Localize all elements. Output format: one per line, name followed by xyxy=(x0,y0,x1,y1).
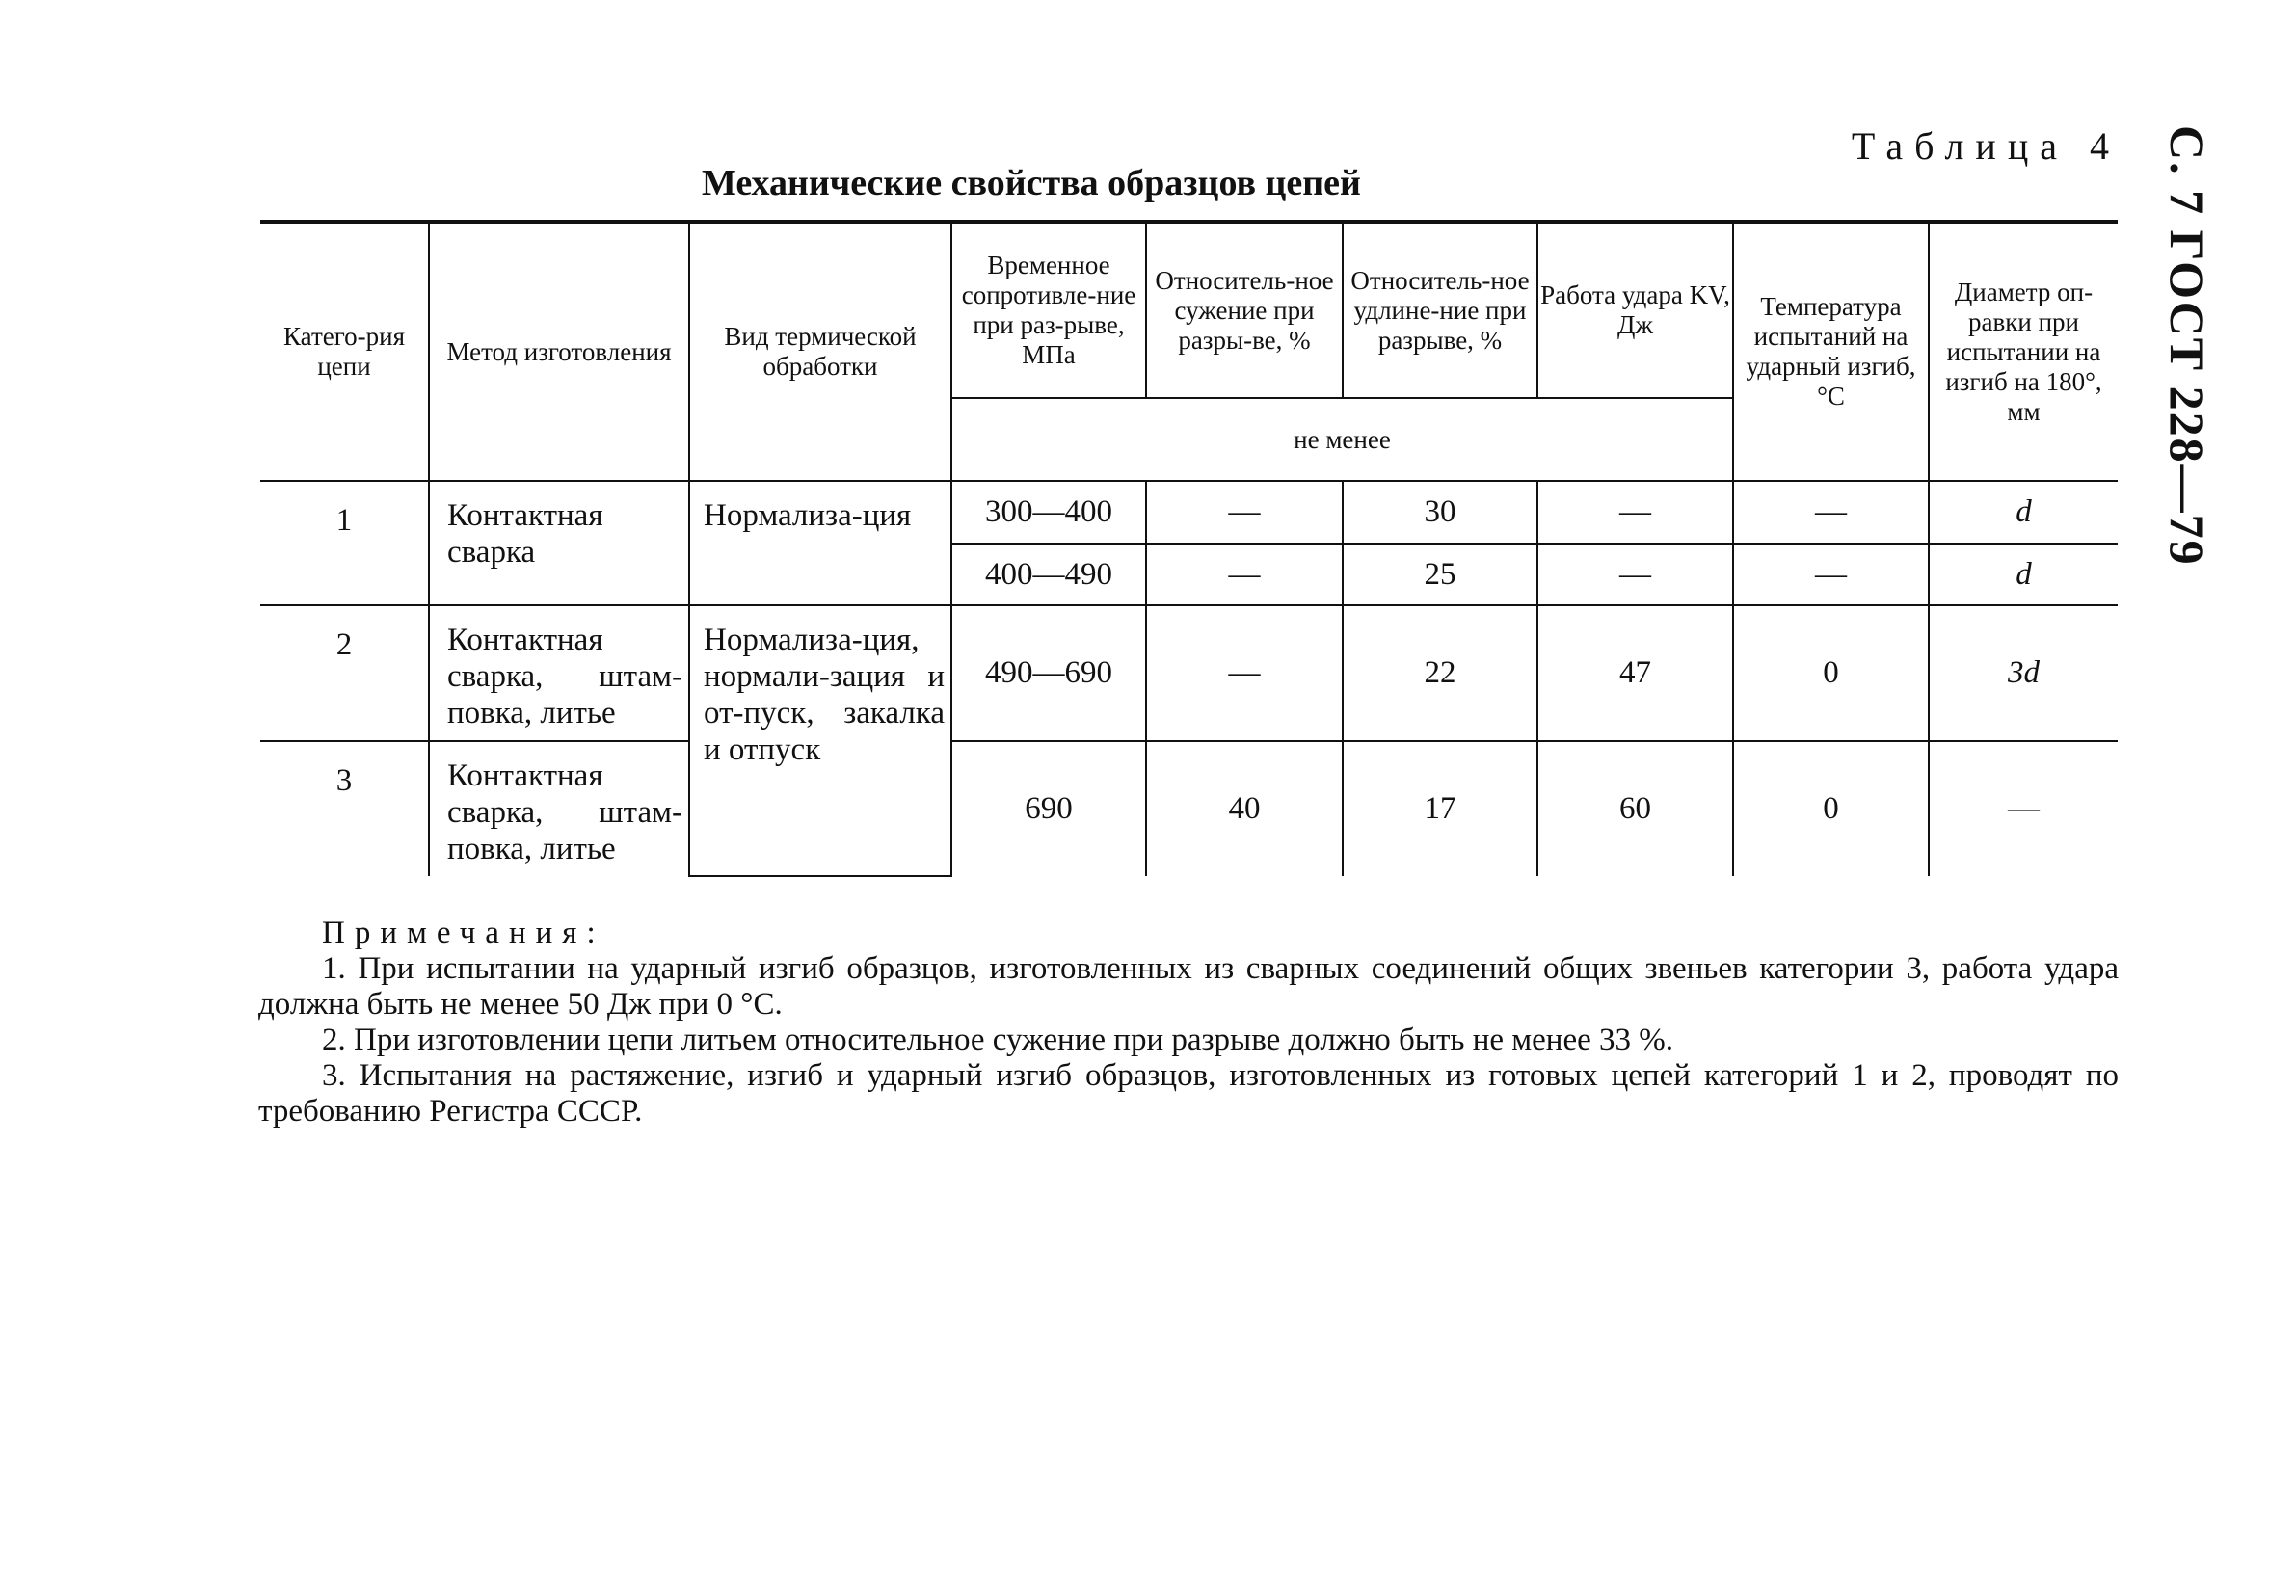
table-row xyxy=(260,605,2118,741)
header-method: Метод изготовления xyxy=(429,222,689,481)
elongation-cell: 17 xyxy=(1343,741,1537,876)
temperature-cell: — xyxy=(1733,544,1929,605)
tensile-cell: 300—400 xyxy=(951,481,1146,544)
temperature-cell: 0 xyxy=(1733,741,1929,876)
notes-title: Примечания: xyxy=(322,916,605,950)
category-cell: 3 xyxy=(260,741,429,876)
temperature-cell: — xyxy=(1733,481,1929,544)
header-mandrel: Диаметр оп-равки при испытании на изгиб на 180°, мм xyxy=(1929,222,2118,481)
header-category: Катего-рия цепи xyxy=(260,222,429,481)
header-min-note: не менее xyxy=(951,398,1733,481)
elongation-cell: 22 xyxy=(1343,605,1537,741)
table-label: Таблица 4 xyxy=(1851,124,2121,168)
treatment-cell: Нормализа-ция, нормали-зация и от-пуск, закалка и отпуск xyxy=(689,605,951,876)
category-cell: 2 xyxy=(260,605,429,741)
header-treatment: Вид термической обработки xyxy=(689,222,951,481)
impact-cell: — xyxy=(1537,544,1733,605)
header-reduction: Относитель-ное сужение при разры-ве, % xyxy=(1146,222,1343,398)
treatment-cell: Нормализа-ция xyxy=(689,481,951,605)
header-temperature: Температура испытаний на ударный изгиб, °С xyxy=(1733,222,1929,481)
note-item: 2. При изготовлении цепи литьем относительное сужение при разрыве должно быть не менее 33 %. xyxy=(322,1023,1673,1057)
mandrel-cell: d xyxy=(1929,544,2118,605)
header-impact: Работа удара KV, Дж xyxy=(1537,222,1733,398)
elongation-cell: 30 xyxy=(1343,481,1537,544)
reduction-cell: — xyxy=(1146,544,1343,605)
temperature-cell: 0 xyxy=(1733,605,1929,741)
table-row xyxy=(260,741,2118,876)
impact-cell: 47 xyxy=(1537,605,1733,741)
mandrel-cell: — xyxy=(2008,791,2040,826)
header-elongation: Относитель-ное удлине-ние при разрыве, % xyxy=(1343,222,1537,398)
tensile-cell: 490—690 xyxy=(951,605,1146,741)
table-title: Механические свойства образцов цепей xyxy=(702,163,1361,203)
tensile-cell: 690 xyxy=(951,741,1146,876)
impact-cell: 60 xyxy=(1537,741,1733,876)
method-cell: Контактная сварка, штам-повка, литье xyxy=(429,741,689,876)
tensile-cell: 400—490 xyxy=(951,544,1146,605)
header-tensile: Временное сопротивле-ние при раз-рыве, МПа xyxy=(951,222,1146,398)
elongation-cell: 25 xyxy=(1343,544,1537,605)
method-cell: Контактная сварка xyxy=(429,481,689,605)
note-item: 1. При испытании на ударный изгиб образцов, изготовленных из сварных соединений общих звеньев категории 3, работа удара должна быть не менее 50 Дж при 0 °С. xyxy=(258,951,2119,1022)
impact-cell: — xyxy=(1537,481,1733,544)
reduction-cell: 40 xyxy=(1146,741,1343,876)
method-cell: Контактная сварка, штам-повка, литье xyxy=(429,605,689,741)
category-cell: 1 xyxy=(260,481,429,605)
note-item: 3. Испытания на растяжение, изгиб и ударный изгиб образцов, изготовленных из готовых цепей категорий 1 и 2, проводят по требованию Регистра СССР. xyxy=(258,1058,2119,1129)
reduction-cell: — xyxy=(1146,481,1343,544)
notes-section xyxy=(258,916,2119,1130)
mandrel-cell: d xyxy=(1929,481,2118,544)
document-header-side: С. 7 ГОСТ 228—79 xyxy=(2160,125,2214,567)
mandrel-cell: 3d xyxy=(1929,605,2118,741)
table-row xyxy=(260,481,2118,544)
mechanical-properties-table xyxy=(260,220,2118,877)
reduction-cell: — xyxy=(1146,605,1343,741)
